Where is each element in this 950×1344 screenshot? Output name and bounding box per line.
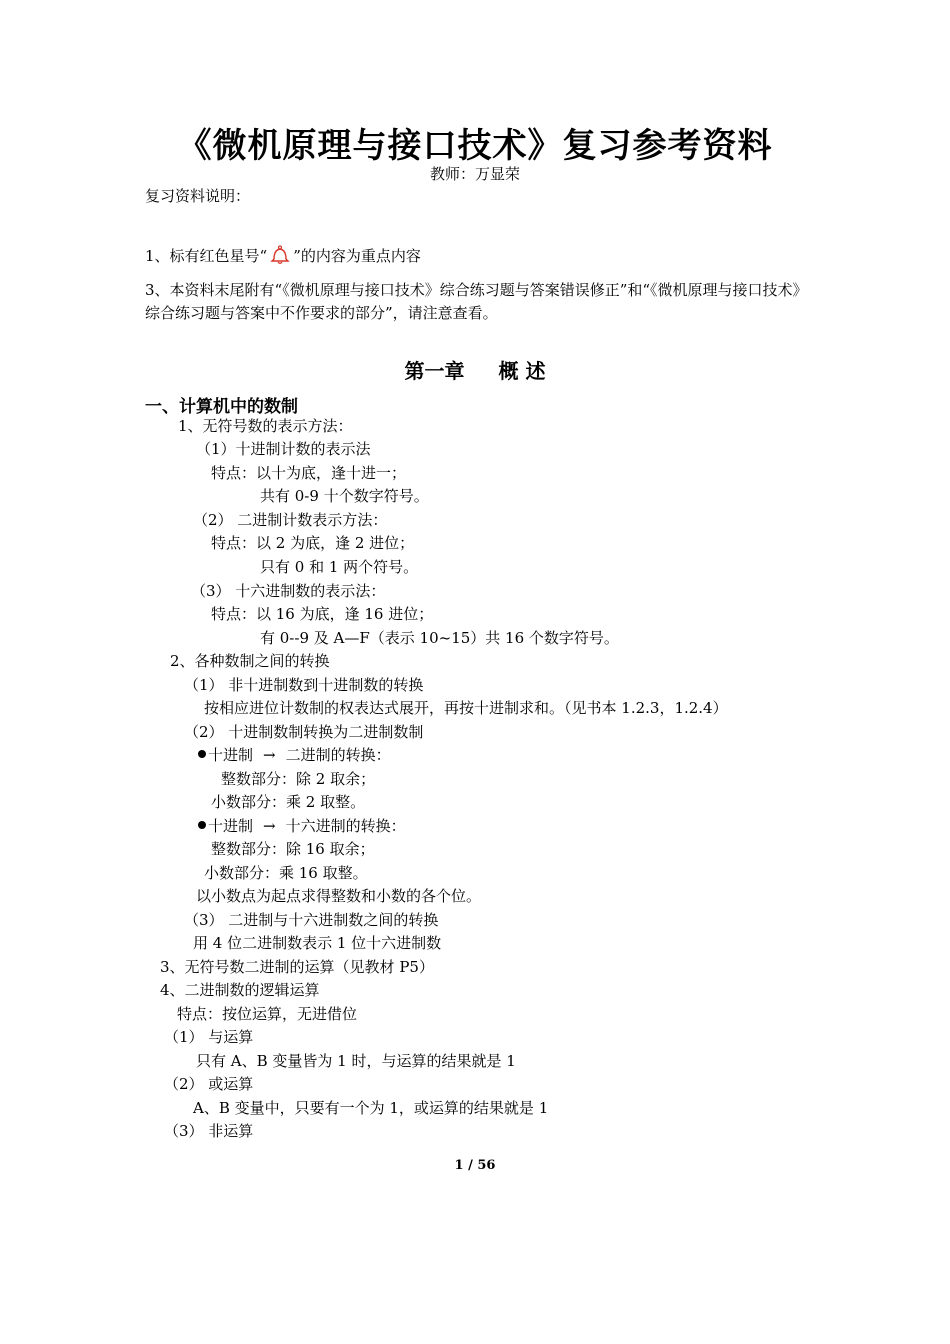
- bullet-decimal-to-binary: [198, 745, 391, 765]
- chapter-number: 第一章: [404, 359, 465, 383]
- page-number: 1: [454, 1158, 464, 1173]
- red-star-bell-icon: [267, 244, 293, 266]
- chapter-heading: [0, 355, 950, 384]
- text-line: 4、二进制数的逻辑运算: [160, 981, 320, 999]
- text-line: 按相应进位计数制的权表达式展开，再按十进制求和。（见书本 1.2.3，1.2.4）: [204, 699, 728, 717]
- text-line: 3、无符号数二进制的运算（见教材 P5）: [160, 958, 434, 976]
- text-line: 共有 0-9 十个数字符号。: [260, 487, 429, 505]
- bullet-dot-icon: [198, 750, 206, 758]
- bullet-to: 十六进制的转换：: [285, 817, 406, 835]
- page-total: / 56: [468, 1158, 496, 1173]
- text-line: （2） 二进制计数表示方法：: [193, 511, 388, 529]
- chapter-name: 概 述: [498, 359, 546, 383]
- text-line: 只有 0 和 1 两个符号。: [260, 558, 419, 576]
- text-line: （3） 二进制与十六进制数之间的转换: [184, 911, 439, 929]
- note-1-before: 1、标有红色星号“: [145, 247, 268, 265]
- note-1-after: ”的内容为重点内容: [293, 247, 421, 265]
- note-1: [145, 244, 421, 266]
- text-line: 1、无符号数的表示方法：: [178, 417, 353, 435]
- text-line: 以小数点为起点求得整数和小数的各个位。: [196, 887, 482, 905]
- text-line: （1） 与运算: [164, 1028, 254, 1046]
- text-line: （3） 非运算: [164, 1122, 254, 1140]
- text-line: 用 4 位二进制数表示 1 位十六进制数: [193, 934, 442, 952]
- bullet-from: 十进制: [208, 817, 254, 835]
- right-arrow-icon: →: [263, 817, 276, 835]
- text-line: （1） 非十进制数到十进制数的转换: [184, 676, 424, 694]
- text-line: 只有 A、B 变量皆为 1 时，与运算的结果就是 1: [196, 1052, 516, 1070]
- text-line: A、B 变量中，只要有一个为 1，或运算的结果就是 1: [193, 1099, 549, 1117]
- bullet-to: 二进制的转换：: [285, 746, 391, 764]
- text-line: 整数部分：除 2 取余；: [221, 770, 376, 788]
- text-line: 特点：以 2 为底，逢 2 进位；: [211, 534, 415, 552]
- right-arrow-icon: →: [263, 746, 276, 764]
- text-line: （1）十进制计数的表示法: [196, 440, 371, 458]
- notes-heading: 复习资料说明：: [145, 187, 251, 205]
- page-footer: [0, 1158, 950, 1173]
- bullet-from: 十进制: [208, 746, 254, 764]
- section-title: 一、计算机中的数制: [145, 397, 298, 417]
- bullet-dot-icon: [198, 821, 206, 829]
- text-line: 小数部分：乘 2 取整。: [211, 793, 366, 811]
- teacher-name: 教师：万显荣: [429, 165, 520, 183]
- text-line: 特点：以十为底，逢十进一；: [211, 464, 407, 482]
- text-line: （3） 十六进制数的表示法：: [191, 582, 386, 600]
- text-line: （2） 或运算: [164, 1075, 254, 1093]
- text-line: 小数部分：乘 16 取整。: [204, 864, 368, 882]
- text-line: （2） 十进制数制转换为二进制数制: [184, 723, 424, 741]
- text-line: 特点：以 16 为底，逢 16 进位；: [211, 605, 434, 623]
- note-3: 3、本资料末尾附有“《微机原理与接口技术》综合练习题与答案错误修正”和“《微机原理与接口技术》综合练习题与答案中不作要求的部分”，请注意查看。: [145, 281, 801, 322]
- text-line: 2、各种数制之间的转换: [170, 652, 330, 670]
- text-line: 特点：按位运算，无进借位: [177, 1005, 358, 1023]
- document-title: 《微机原理与接口技术》复习参考资料: [177, 126, 773, 166]
- bullet-decimal-to-hex: [198, 816, 406, 836]
- text-line: 有 0--9 及 A—F（表示 10~15）共 16 个数字符号。: [260, 629, 619, 647]
- text-line: 整数部分：除 16 取余；: [211, 840, 375, 858]
